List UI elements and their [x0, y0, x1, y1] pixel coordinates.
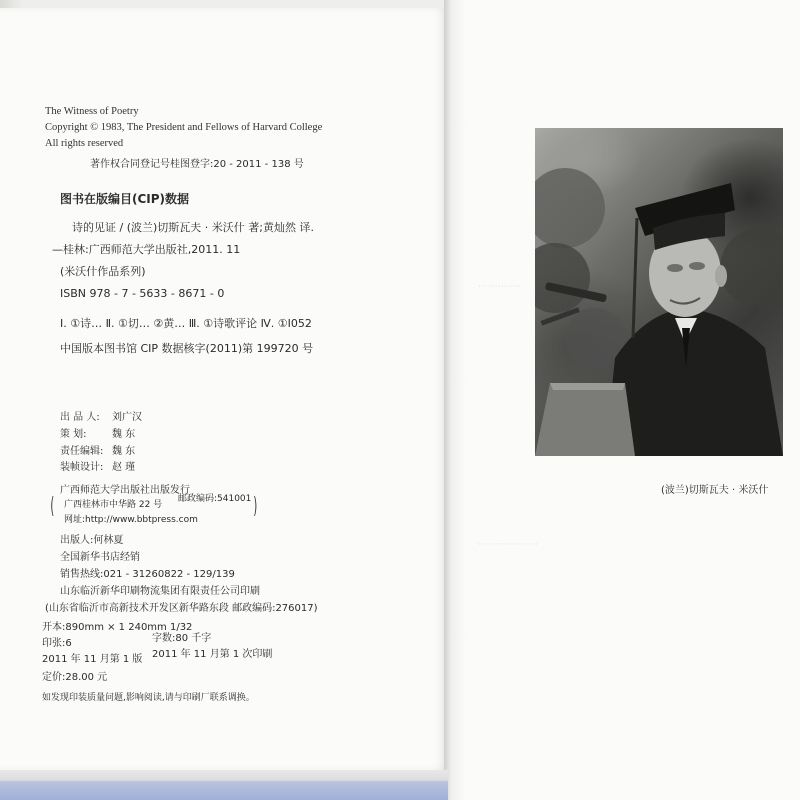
cip-title-line: 诗的见证 / (波兰)切斯瓦夫 · 米沃什 著;黄灿然 译. — [72, 221, 314, 234]
rights-line: All rights reserved — [45, 138, 124, 149]
book-price: 定价:28.00 元 — [42, 672, 108, 683]
quality-note: 如发现印装质量问题,影响阅读,请与印刷厂联系调换。 — [42, 693, 255, 703]
cip-publisher-line: —桂林:广西师范大学出版社,2011. 11 — [52, 243, 241, 256]
author-portrait-photo — [535, 128, 783, 456]
portrait-illustration — [535, 128, 783, 456]
book-format: 开本:890mm × 1 240mm 1/32 — [42, 622, 193, 633]
photo-caption: (波兰)切斯瓦夫 · 米沃什 — [661, 485, 769, 496]
cip-series: (米沃什作品系列) — [60, 265, 146, 278]
printing-date: 2011 年 11 月第 1 次印刷 — [152, 649, 273, 660]
credit-value: 魏 东 — [112, 446, 136, 457]
credit-value: 刘广汉 — [112, 412, 142, 423]
publisher-address: 广西桂林市中华路 22 号 — [64, 500, 163, 510]
cip-isbn: ISBN 978 - 7 - 5633 - 8671 - 0 — [60, 287, 225, 300]
address-bracket-right: ) — [253, 494, 258, 519]
copyright-line: Copyright © 1983, The President and Fellows of Harvard College — [45, 122, 323, 133]
book-cover-edge — [0, 770, 448, 800]
sales-hotline: 销售热线:021 - 31260822 - 129/139 — [60, 569, 235, 580]
cip-classification: Ⅰ. ①诗… Ⅱ. ①切… ②黄… Ⅲ. ①诗歌评论 Ⅳ. ①I052 — [60, 317, 312, 330]
cip-heading: 图书在版编目(CIP)数据 — [60, 192, 190, 206]
print-sheets: 印张:6 — [42, 638, 72, 649]
credit-label: 装帧设计: — [60, 462, 104, 473]
printer-name: 山东临沂新华印刷物流集团有限责任公司印刷 — [60, 586, 260, 597]
publisher-line: 广西师范大学出版社出版发行 — [60, 485, 190, 496]
word-count: 字数:80 千字 — [152, 633, 212, 644]
bleed-through-text: ····················· — [478, 540, 539, 550]
publisher-person: 出版人:何林夏 — [60, 535, 124, 546]
credit-value: 赵 瑾 — [112, 462, 136, 473]
publisher-postcode: 邮政编码:541001 — [178, 494, 252, 504]
cip-check-number: 中国版本图书馆 CIP 数据核字(2011)第 199720 号 — [60, 342, 314, 355]
address-bracket-left: ( — [50, 494, 55, 519]
bleed-through-text: ··············· — [478, 282, 521, 292]
credit-label: 责任编辑: — [60, 446, 104, 457]
credit-value: 魏 东 — [112, 429, 136, 440]
english-title: The Witness of Poetry — [45, 106, 139, 117]
contract-registration: 著作权合同登记号桂图登字:20 - 2011 - 138 号 — [90, 159, 304, 170]
publisher-website: 网址:http://www.bbtpress.com — [64, 515, 198, 525]
credit-label: 策 划: — [60, 429, 87, 440]
book-gutter — [444, 0, 452, 800]
edition-date: 2011 年 11 月第 1 版 — [42, 654, 143, 665]
credit-label: 出 品 人: — [60, 412, 100, 423]
distributor: 全国新华书店经销 — [60, 552, 140, 563]
printer-address: (山东省临沂市高新技术开发区新华路东段 邮政编码:276017) — [45, 603, 318, 614]
